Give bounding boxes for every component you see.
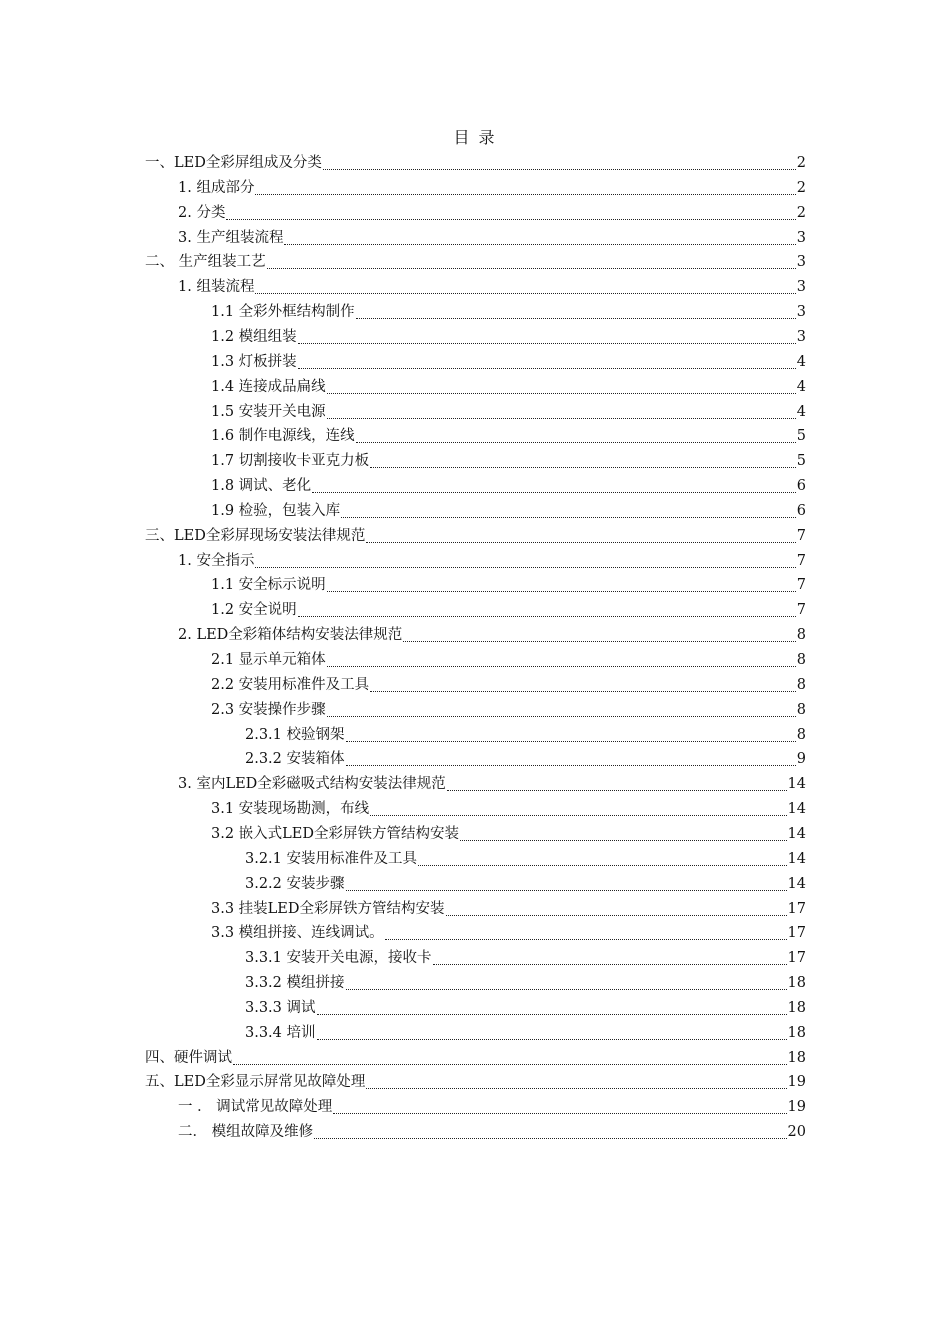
toc-dot-leader	[385, 939, 787, 940]
toc-dot-leader	[370, 815, 786, 816]
toc-dot-leader	[317, 1039, 787, 1040]
toc-entry-title: 1.2 模组组装	[211, 328, 297, 345]
toc-entry[interactable]	[211, 451, 806, 475]
toc-entry[interactable]	[211, 799, 806, 823]
toc-entry-page-number: 17	[787, 900, 806, 917]
toc-dot-leader	[433, 964, 787, 965]
toc-entry[interactable]	[145, 153, 806, 177]
toc-entry-title: 一 ． 调试常见故障处理	[178, 1099, 333, 1116]
toc-dot-leader	[255, 194, 795, 195]
toc-dot-leader	[233, 1064, 787, 1065]
toc-entry-page-number: 7	[796, 602, 806, 619]
toc-entry-page-number: 8	[796, 701, 806, 718]
toc-entry-page-number: 7	[796, 527, 806, 544]
toc-entry[interactable]	[245, 725, 806, 749]
toc-dot-leader	[418, 865, 787, 866]
toc-dot-leader	[255, 567, 795, 568]
toc-entry-title: 3.3 挂装LED全彩屏铁方管结构安装	[211, 900, 445, 917]
toc-entry-title: 3.2.2 安装步骤	[245, 875, 345, 892]
toc-dot-leader	[366, 542, 795, 543]
toc-entry-title: 3. 生产组装流程	[178, 229, 284, 246]
toc-entry-page-number: 5	[796, 428, 806, 445]
toc-entry[interactable]	[245, 849, 806, 873]
toc-entry-page-number: 6	[796, 502, 806, 519]
toc-entry-page-number: 3	[796, 279, 806, 296]
toc-dot-leader	[341, 517, 796, 518]
toc-dot-leader	[356, 442, 796, 443]
toc-dot-leader	[298, 616, 796, 617]
toc-entry-page-number: 17	[787, 925, 806, 942]
toc-entry-page-number: 8	[796, 676, 806, 693]
toc-entry-title: 2.3.1 校验钢架	[245, 726, 345, 743]
toc-entry[interactable]	[178, 1122, 806, 1146]
toc-entry[interactable]	[245, 749, 806, 773]
toc-entry-title: 1.9 检验，包装入库	[211, 502, 341, 519]
toc-entry-page-number: 14	[787, 850, 806, 867]
toc-entry-page-number: 18	[787, 975, 806, 992]
toc-entry-page-number: 4	[796, 403, 806, 420]
toc-entry-title: 1.7 切割接收卡亚克力板	[211, 453, 370, 470]
toc-entry-title: 2.3.2 安装箱体	[245, 751, 345, 768]
toc-entry-page-number: 18	[787, 1024, 806, 1041]
toc-entry-title: 一、LED全彩屏组成及分类	[145, 155, 322, 171]
toc-entry[interactable]	[211, 650, 806, 674]
toc-entry-page-number: 3	[796, 229, 806, 246]
toc-entry-title: 1. 安全指示	[178, 552, 255, 569]
toc-dot-leader	[312, 492, 796, 493]
toc-dot-leader	[366, 1088, 786, 1089]
toc-entry[interactable]	[178, 203, 806, 227]
toc-entry-page-number: 5	[796, 453, 806, 470]
toc-entry[interactable]	[178, 625, 806, 649]
toc-dot-leader	[356, 318, 796, 319]
toc-dot-leader	[346, 741, 796, 742]
toc-entry-title: 2.1 显示单元箱体	[211, 652, 326, 668]
toc-entry-page-number: 18	[787, 999, 806, 1016]
toc-entry-title: 1.5 安装开关电源	[211, 403, 326, 420]
toc-entry-title: 1.1 安全标示说明	[211, 577, 326, 594]
toc-entry-page-number: 17	[787, 950, 806, 967]
toc-entry-page-number: 2	[796, 155, 806, 171]
toc-entry-page-number: 3	[796, 254, 806, 271]
toc-entry[interactable]	[178, 774, 806, 798]
toc-entry[interactable]	[211, 575, 806, 599]
toc-dot-leader	[323, 169, 796, 170]
toc-entry-page-number: 18	[787, 1049, 806, 1066]
toc-entry[interactable]	[178, 277, 806, 301]
toc-entry-title: 2.2 安装用标准件及工具	[211, 676, 370, 693]
toc-dot-leader	[255, 293, 795, 294]
toc-entry-page-number: 14	[787, 801, 806, 818]
toc-entry[interactable]	[145, 252, 806, 276]
toc-entry[interactable]	[245, 874, 806, 898]
toc-entry-title: 四、硬件调试	[145, 1049, 232, 1066]
toc-entry[interactable]	[145, 526, 806, 550]
toc-dot-leader	[267, 268, 796, 269]
toc-dot-leader	[346, 989, 787, 990]
toc-entry-page-number: 3	[796, 304, 806, 321]
toc-entry-title: 1.3 灯板拼装	[211, 353, 297, 370]
toc-entry[interactable]	[211, 377, 806, 401]
toc-entry[interactable]	[178, 178, 806, 202]
toc-entry[interactable]	[211, 675, 806, 699]
toc-entry-title: 2. 分类	[178, 204, 226, 221]
toc-entry-title: 3.3 模组拼接、连线调试。	[211, 925, 384, 942]
toc-dot-leader	[370, 467, 796, 468]
toc-dot-leader	[284, 244, 795, 245]
toc-entry-title: 1. 组成部分	[178, 179, 255, 196]
toc-dot-leader	[327, 716, 796, 717]
toc-dot-leader	[317, 1014, 787, 1015]
toc-entry[interactable]	[211, 352, 806, 376]
toc-entry-title: 3. 室内LED全彩磁吸式结构安装法律规范	[178, 776, 446, 793]
toc-dot-leader	[446, 915, 787, 916]
toc-entry-page-number: 6	[796, 478, 806, 495]
toc-entry-title: 2. LED全彩箱体结构安装法律规范	[178, 627, 403, 644]
toc-entry-page-number: 4	[796, 378, 806, 395]
toc-dot-leader	[327, 591, 796, 592]
toc-entry[interactable]	[211, 600, 806, 624]
toc-entry-page-number: 2	[796, 204, 806, 221]
toc-dot-leader	[327, 666, 796, 667]
toc-entry[interactable]	[178, 551, 806, 575]
toc-dot-leader	[298, 343, 796, 344]
toc-dot-leader	[447, 790, 787, 791]
toc-entry[interactable]	[178, 228, 806, 252]
toc-entry[interactable]	[245, 948, 806, 972]
toc-entry-page-number: 19	[787, 1099, 806, 1116]
toc-entry-title: 3.2 嵌入式LED全彩屏铁方管结构安装	[211, 825, 460, 842]
toc-entry[interactable]	[145, 1072, 806, 1096]
toc-entry-title: 二、 生产组装工艺	[145, 254, 266, 271]
toc-entry-title: 3.3.1 安装开关电源，接收卡	[245, 950, 432, 967]
toc-entry[interactable]	[211, 327, 806, 351]
toc-entry[interactable]	[211, 302, 806, 326]
toc-entry-title: 1. 组装流程	[178, 279, 255, 296]
toc-entry-title: 1.2 安全说明	[211, 602, 297, 619]
toc-dot-leader	[333, 1113, 786, 1114]
toc-entry[interactable]	[245, 998, 806, 1022]
toc-entry-page-number: 4	[796, 353, 806, 370]
toc-entry-page-number: 7	[796, 552, 806, 569]
toc-entry-title: 三、LED全彩屏现场安装法律规范	[145, 527, 366, 544]
toc-entry-title: 3.3.4 培训	[245, 1024, 316, 1041]
toc-entry-title: 1.6 制作电源线，连线	[211, 428, 355, 445]
toc-dot-leader	[314, 1138, 786, 1139]
toc-dot-leader	[370, 691, 796, 692]
toc-entry[interactable]	[211, 923, 806, 947]
toc-dot-leader	[298, 368, 796, 369]
toc-entry[interactable]	[178, 1097, 806, 1121]
toc-dot-leader	[327, 418, 796, 419]
toc-entry[interactable]	[245, 1023, 806, 1047]
toc-entry-page-number: 7	[796, 577, 806, 594]
toc-entry-page-number: 19	[787, 1074, 806, 1091]
toc-title: 目 录	[453, 128, 497, 147]
toc-entry-page-number: 8	[796, 627, 806, 644]
toc-entry[interactable]	[211, 824, 806, 848]
toc-entry-title: 3.3.3 调试	[245, 999, 316, 1016]
toc-entry[interactable]	[211, 700, 806, 724]
toc-entry[interactable]	[211, 402, 806, 426]
toc-entry-page-number: 3	[796, 328, 806, 345]
toc-entry-title: 二． 模组故障及维修	[178, 1124, 314, 1141]
toc-dot-leader	[346, 765, 796, 766]
toc-entry-title: 3.3.2 模组拼接	[245, 975, 345, 992]
toc-entry-title: 3.2.1 安装用标准件及工具	[245, 850, 418, 867]
toc-entry-page-number: 9	[796, 751, 806, 768]
toc-entry-page-number: 20	[787, 1124, 806, 1141]
toc-entry[interactable]	[245, 973, 806, 997]
toc-entry-page-number: 8	[796, 726, 806, 743]
toc-entry[interactable]	[211, 426, 806, 450]
toc-entry-page-number: 14	[787, 825, 806, 842]
toc-entry-page-number: 14	[787, 776, 806, 793]
toc-entry[interactable]	[211, 899, 806, 923]
toc-entry-page-number: 14	[787, 875, 806, 892]
toc-entry-title: 五、LED全彩显示屏常见故障处理	[145, 1074, 366, 1091]
toc-entry[interactable]	[145, 1048, 806, 1072]
toc-entry-title: 2.3 安装操作步骤	[211, 701, 326, 718]
toc-entry-title: 1.8 调试、老化	[211, 478, 312, 495]
toc-dot-leader	[346, 890, 787, 891]
toc-dot-leader	[403, 641, 795, 642]
toc-entry-page-number: 2	[796, 179, 806, 196]
toc-entry[interactable]	[211, 476, 806, 500]
toc-entry[interactable]	[211, 501, 806, 525]
toc-dot-leader	[226, 219, 795, 220]
toc-entry-page-number: 8	[796, 652, 806, 668]
toc-dot-leader	[460, 840, 787, 841]
toc-entry-title: 1.1 全彩外框结构制作	[211, 304, 355, 321]
toc-dot-leader	[327, 393, 796, 394]
toc-entry-title: 1.4 连接成品扁线	[211, 378, 326, 395]
toc-entry-title: 3.1 安装现场勘测，布线	[211, 801, 370, 818]
